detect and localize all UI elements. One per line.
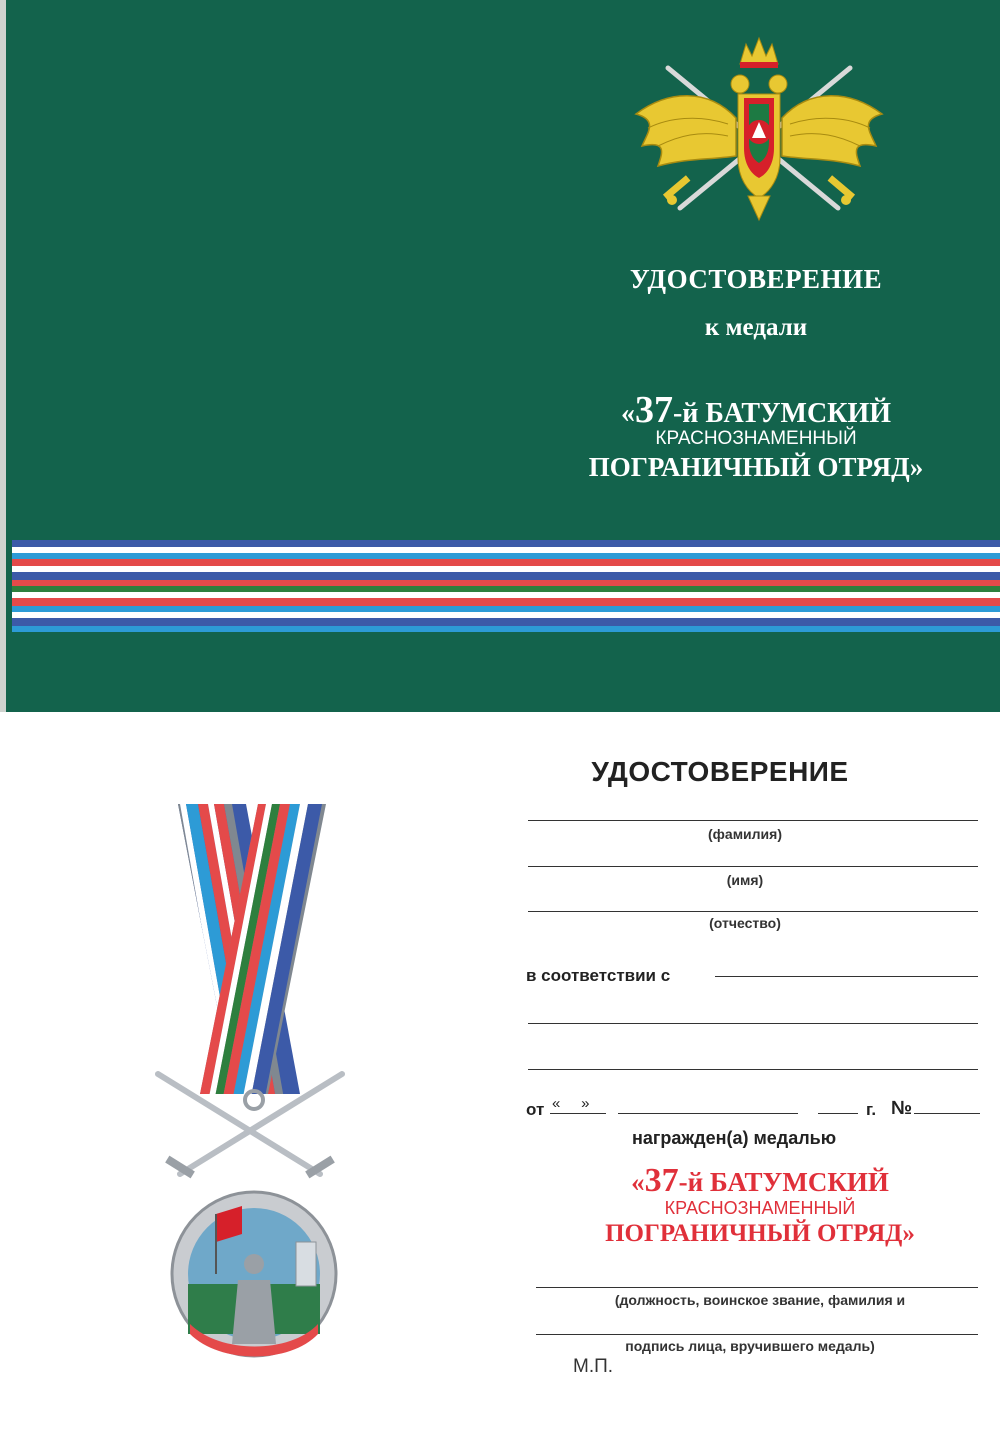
date-from-label: от <box>526 1100 545 1119</box>
awarded-text: награжден(а) медалью <box>632 1128 837 1148</box>
name-caption: (имя) <box>726 872 764 888</box>
patronymic-line[interactable] <box>528 911 978 912</box>
date-month-line[interactable] <box>618 1113 798 1114</box>
certificate-cover <box>0 0 1000 712</box>
medal-name-line1: «37-й БАТУМСКИЙ <box>631 1162 889 1199</box>
accordance-line[interactable] <box>715 976 978 977</box>
cover-medal-title-line3: ПОГРАНИЧНЫЙ ОТРЯД» <box>588 452 924 482</box>
date-year-line[interactable] <box>818 1113 858 1114</box>
signer-line[interactable] <box>536 1287 978 1288</box>
number-line[interactable] <box>914 1113 980 1114</box>
number-label: № <box>891 1098 913 1119</box>
date-day-quotes: « » <box>552 1095 590 1112</box>
stamp-label: М.П. <box>573 1356 614 1377</box>
patronymic-caption: (отчество) <box>709 915 781 931</box>
accordance-line-2[interactable] <box>528 1023 978 1024</box>
form-title: УДОСТОВЕРЕНИЕ <box>591 756 849 787</box>
name-line[interactable] <box>528 866 978 867</box>
cover-medal-title-line2: КРАСНОЗНАМЕННЫЙ <box>655 428 857 449</box>
surname-line[interactable] <box>528 820 978 821</box>
cover-subheading: к медали <box>704 314 808 341</box>
signature-line[interactable] <box>536 1334 978 1335</box>
certificate-page <box>0 712 1000 1430</box>
cover-heading: УДОСТОВЕРЕНИЕ <box>629 264 883 294</box>
cover-panel <box>6 0 1000 712</box>
surname-caption: (фамилия) <box>708 826 782 842</box>
signer-caption-1: (должность, воинское звание, фамилия и <box>614 1292 906 1308</box>
date-day-line[interactable] <box>550 1113 606 1114</box>
medal-name-line2: КРАСНОЗНАМЕННЫЙ <box>664 1198 856 1218</box>
year-label: г. <box>866 1100 877 1119</box>
signer-caption-2: подпись лица, вручившего медаль) <box>625 1338 875 1354</box>
medal-with-crossed-swords-icon <box>150 804 400 1364</box>
cover-medal-title-line1: «37-й БАТУМСКИЙ <box>620 389 892 431</box>
ribbon-stripes <box>12 540 1000 640</box>
medal-name-line3: ПОГРАНИЧНЫЙ ОТРЯД» <box>605 1220 915 1247</box>
accordance-line-3[interactable] <box>528 1069 978 1070</box>
accordance-label: в соответствии с <box>526 966 671 985</box>
border-guard-eagle-emblem-icon <box>628 28 890 224</box>
